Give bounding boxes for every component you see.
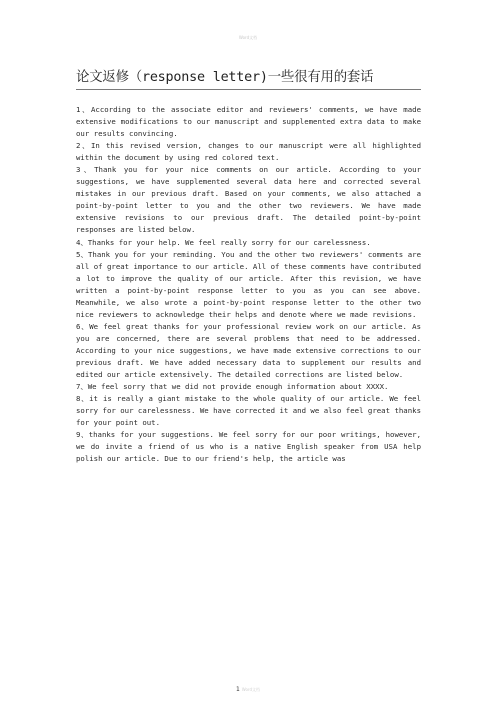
paragraph-9: 9、thanks for your suggestions. We feel sorry for our poor writings, however, we do invite a friend of us who is a native English speaker from USA help polish our article. Due to our friend's help, the article was xyxy=(76,430,421,464)
paragraph-3: 3、Thank you for your nice comments on our article. According to your suggestions, we have supplemented several data here and corrected several mistakes in our previous draft. Based on your comments, we also attached a point-by-point letter to you and the other two reviewers. We have made extensive revisions to our previous draft. The detailed point-by-point responses are listed below. xyxy=(76,165,421,235)
page-footer xyxy=(0,686,496,693)
footer-watermark: Word文档 xyxy=(241,687,261,692)
paragraph-1: 1、According to the associate editor and reviewers' comments, we have made extensive modifications to our manuscript and supplemented extra data to make our results convincing. xyxy=(76,105,421,139)
page-number: 1 xyxy=(235,686,240,693)
paragraph-8: 8、it is really a giant mistake to the whole quality of our article. We feel sorry for our carelessness. We have corrected it and we also feel great thanks for your point out. xyxy=(76,394,421,428)
paragraph-5: 5、Thank you for your reminding. You and the other two reviewers' comments are all of great importance to our article. All of these comments have contributed a lot to improve the quality of our article. After this revision, we have written a point-by-point response letter to you as you can see above. Meanwhile, we also wrote a point-by-point response letter to the other two nice reviewers to acknowledge their helps and denote where we made revisions. xyxy=(76,249,421,319)
title-divider xyxy=(76,89,421,90)
document-body xyxy=(76,104,421,465)
paragraph-7: 7、We feel sorry that we did not provide enough information about XXXX. xyxy=(76,382,389,392)
document-title: 论文返修（response letter)一些很有用的套话 xyxy=(76,70,374,85)
paragraph-4: 4、Thanks for your help. We feel really sorry for our carelessness. xyxy=(76,237,371,247)
paragraph-6: 6、We feel great thanks for your professional review work on our article. As you are concerned, there are several problems that need to be addressed. According to your nice suggestions, we have made extensive corrections to our previous draft. We have added necessary data to supplement our results and edited our article extensively. The detailed corrections are listed below. xyxy=(76,321,421,380)
header-watermark: Word文档 xyxy=(238,35,258,40)
paragraph-2: 2、In this revised version, changes to our manuscript were all highlighted within the document by using red colored text. xyxy=(76,141,421,163)
